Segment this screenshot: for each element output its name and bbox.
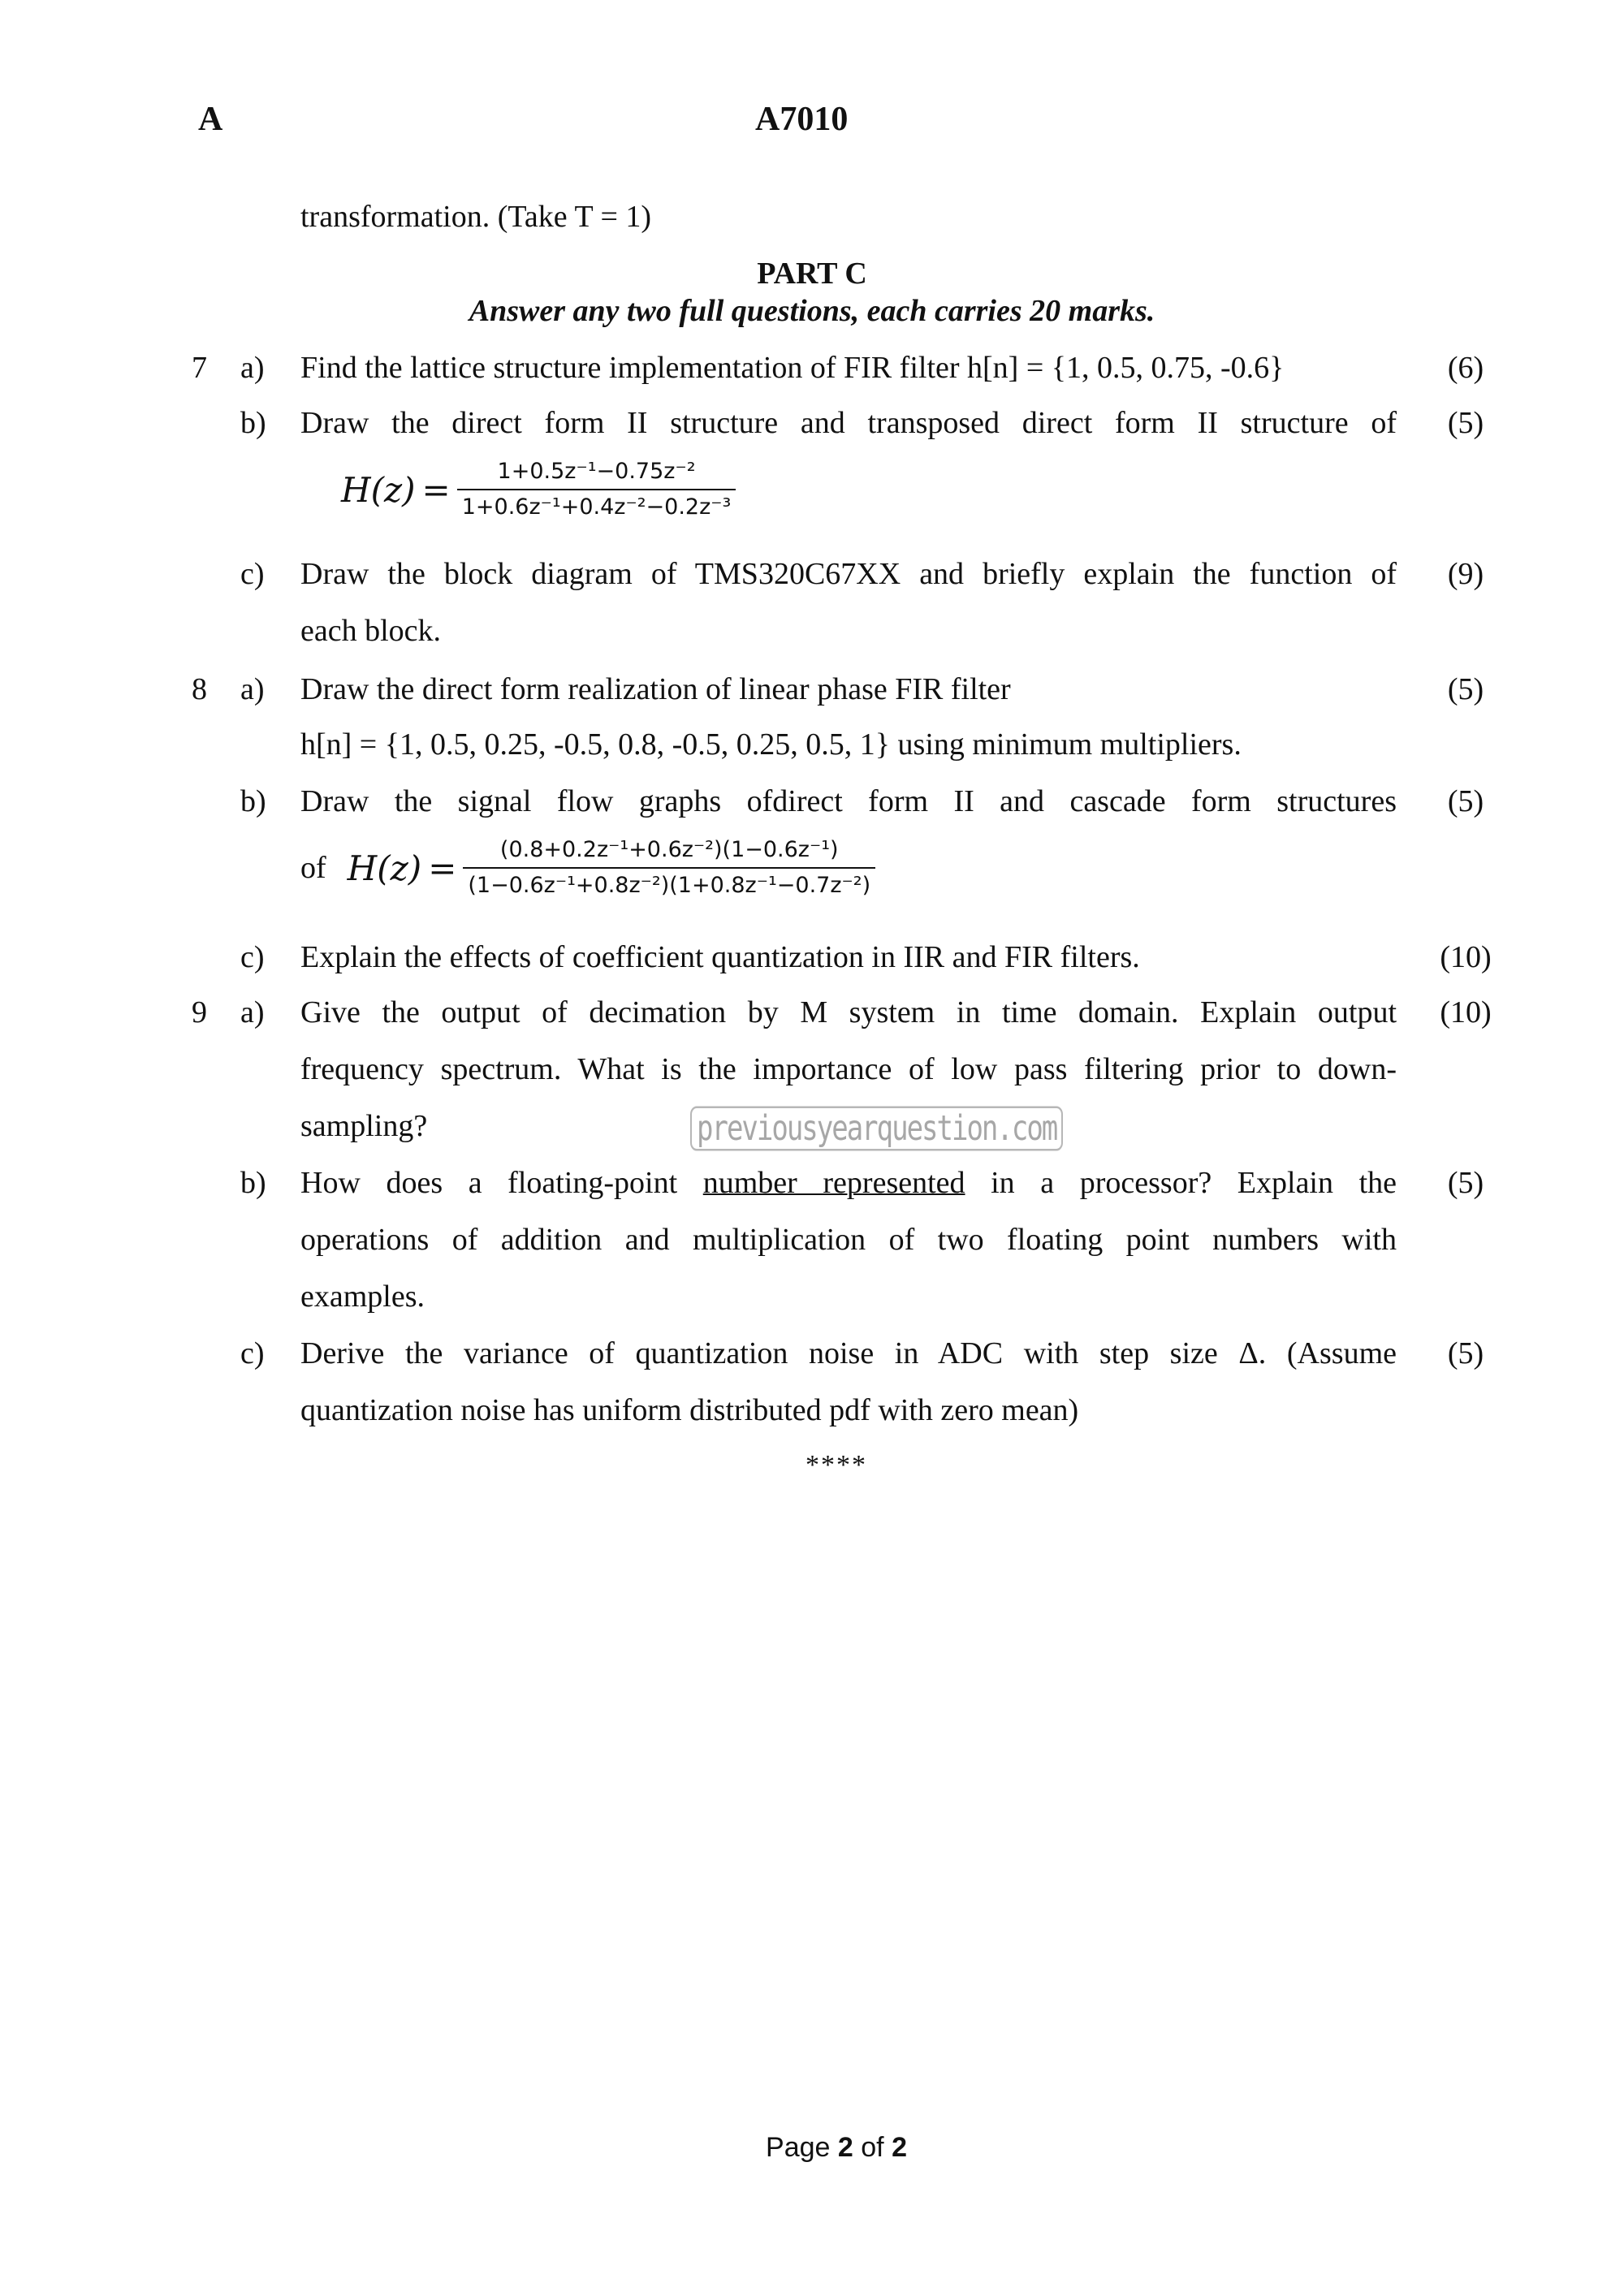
q9b-line1-start: How does a floating-point bbox=[300, 1166, 678, 1200]
watermark-logo: previousyearquestion.com bbox=[690, 1107, 1063, 1151]
q9c-marks: (5) bbox=[1447, 1336, 1484, 1370]
q7b-formula-lhs: H(z) bbox=[341, 469, 416, 510]
q9c-line1: Derive the variance of quantization noise in ADC with step size Δ. (Assume bbox=[300, 1336, 1397, 1370]
end-mark: **** bbox=[806, 1450, 867, 1480]
q7a-marks: (6) bbox=[1447, 351, 1484, 385]
q9a-marks: (10) bbox=[1440, 995, 1492, 1029]
q7b-denominator: 1+0.6z⁻¹+0.4z⁻²−0.2z⁻³ bbox=[457, 489, 736, 521]
q9b-label: b) bbox=[240, 1166, 266, 1200]
q7b-marks: (5) bbox=[1447, 406, 1484, 440]
q9b-line3: examples. bbox=[300, 1280, 425, 1314]
q9c-label: c) bbox=[240, 1336, 265, 1370]
q8c-marks: (10) bbox=[1440, 940, 1492, 974]
q8b-fraction bbox=[463, 836, 875, 900]
continuation-text: transformation. (Take T = 1) bbox=[300, 200, 652, 234]
q8b-formula-prefix: of bbox=[300, 851, 326, 885]
q7b-fraction bbox=[457, 458, 736, 521]
q8a-label: a) bbox=[240, 672, 265, 706]
q9a-line2: frequency spectrum. What is the importance of low pass filtering prior to down- bbox=[300, 1052, 1397, 1086]
q8b-label: b) bbox=[240, 784, 266, 818]
q7b-formula-eq: = bbox=[421, 469, 451, 510]
q7a-label: a) bbox=[240, 351, 265, 385]
q8b-marks: (5) bbox=[1447, 784, 1484, 818]
q9a-line1: Give the output of decimation by M system in time domain. Explain output bbox=[300, 995, 1397, 1029]
q7c-line1: Draw the block diagram of TMS320C67XX and briefly explain the function of bbox=[300, 557, 1397, 591]
question-number-9: 9 bbox=[192, 995, 207, 1029]
footer-total-pages: 2 bbox=[892, 2132, 907, 2163]
q8b-transfer-function bbox=[300, 836, 875, 900]
q9b-line1-end: in a processor? Explain the bbox=[991, 1166, 1397, 1200]
paper-code: A7010 bbox=[755, 101, 849, 138]
q9a-line3: sampling? bbox=[300, 1109, 428, 1143]
q9b-line1-mid: number represented bbox=[702, 1166, 965, 1200]
q8c-label: c) bbox=[240, 940, 265, 974]
q7a-text: Find the lattice structure implementation of FIR filter h[n] = {1, 0.5, 0.75, -0.6} bbox=[300, 351, 1285, 385]
q8a-line2: h[n] = {1, 0.5, 0.25, -0.5, 0.8, -0.5, 0.25, 0.5, 1} using minimum multipliers. bbox=[300, 727, 1242, 762]
q7c-marks: (9) bbox=[1447, 557, 1484, 591]
q7c-label: c) bbox=[240, 557, 265, 591]
paper-set-letter: A bbox=[198, 101, 223, 138]
q9b-marks: (5) bbox=[1447, 1166, 1484, 1200]
q9c-line2: quantization noise has uniform distributed pdf with zero mean) bbox=[300, 1393, 1079, 1427]
q8b-text: Draw the signal flow graphs ofdirect form II and cascade form structures bbox=[300, 784, 1397, 818]
question-number-8: 8 bbox=[192, 672, 207, 706]
footer-of-word: of bbox=[861, 2132, 884, 2163]
q8a-marks: (5) bbox=[1447, 672, 1484, 706]
q8b-numerator: (0.8+0.2z⁻¹+0.6z⁻²)(1−0.6z⁻¹) bbox=[499, 837, 839, 862]
q9b-line1 bbox=[300, 1164, 1397, 1202]
q9a-label: a) bbox=[240, 995, 265, 1029]
part-instruction: Answer any two full questions, each carries 20 marks. bbox=[469, 294, 1155, 328]
question-number-7: 7 bbox=[192, 351, 207, 385]
q7b-label: b) bbox=[240, 406, 266, 440]
page-footer bbox=[650, 2132, 1023, 2164]
part-title: PART C bbox=[757, 257, 867, 291]
q7b-numerator: 1+0.5z⁻¹−0.75z⁻² bbox=[497, 459, 696, 484]
q8b-formula-eq: = bbox=[428, 848, 457, 888]
q7b-text: Draw the direct form II structure and transposed direct form II structure of bbox=[300, 406, 1397, 440]
q7c-line2: each block. bbox=[300, 614, 442, 648]
q9b-line2: operations of addition and multiplication of two floating point numbers with bbox=[300, 1223, 1397, 1257]
q8a-line1: Draw the direct form realization of linear phase FIR filter bbox=[300, 672, 1011, 706]
footer-current-page: 2 bbox=[837, 2132, 853, 2163]
q8b-formula-lhs: H(z) bbox=[347, 848, 422, 888]
q7b-transfer-function bbox=[341, 458, 736, 521]
footer-page-word: Page bbox=[766, 2132, 831, 2163]
q8b-denominator: (1−0.6z⁻¹+0.8z⁻²)(1+0.8z⁻¹−0.7z⁻²) bbox=[463, 867, 875, 900]
q8c-text: Explain the effects of coefficient quantization in IIR and FIR filters. bbox=[300, 940, 1140, 974]
